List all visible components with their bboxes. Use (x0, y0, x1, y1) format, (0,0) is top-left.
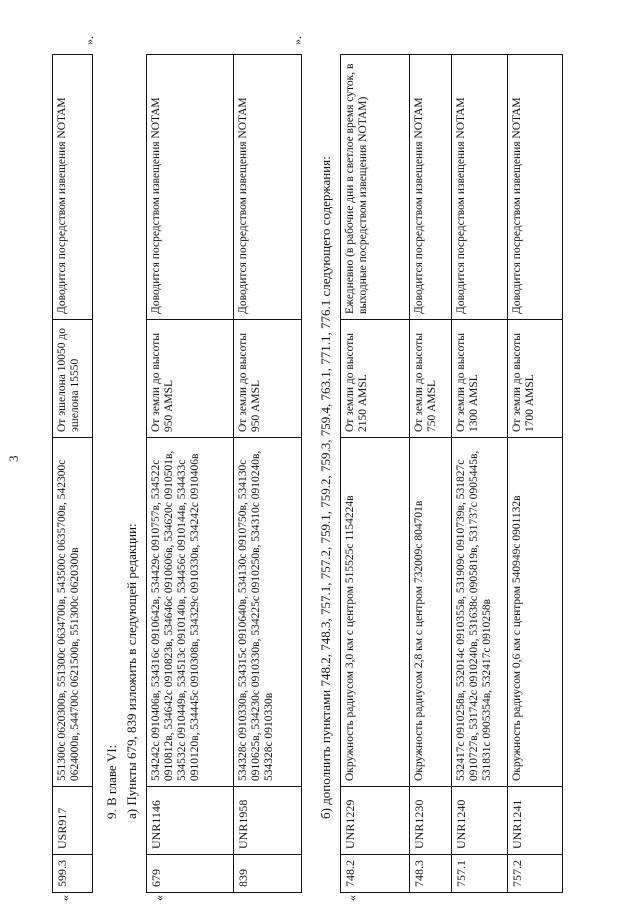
table-row (508, 55, 563, 893)
cell-alt: От эшелона 10050 до эшелона 15550 (53, 320, 93, 438)
table-1 (52, 54, 93, 893)
chapter-heading: 9. В главе VI: (104, 744, 119, 819)
cell-num: 757.2 (508, 855, 563, 893)
cell-desc: 534328с 0910330в, 534315с 0910640в, 534130с 0910750в, 534130с 0910625в, 534230с 0910330в, 534225с 0910250в, 534310с 0910240в, 534328с 0910330в (234, 438, 302, 787)
cell-desc: 532417с 0910258в, 532014с 0910355в, 531909с 0910739в, 531827с 0910727в, 531742с 0910240в, 531638с 0905819в, 531737с 0905445в, 531831с 0905354в, 532417с 0910258в (452, 438, 508, 787)
table-row (234, 55, 302, 893)
item-a-text: а) Пункты 679, 839 изложить в следующей редакции: (124, 523, 139, 819)
cell-code: UNR1230 (410, 787, 452, 855)
cell-code: UNR1240 (452, 787, 508, 855)
cell-desc: 534242с 0910406в, 534316с 0910642в, 534429с 0910757в, 534522с 0910812в, 534642с 0910823в, 534646с 0910606в, 534620с 0910501в, 534532с 0910449в, 534513с 0910140в, 534456с 0910144в, 534433с 0910120в, 534445с 0910308в, 534329с 0910330в, 534242с 0910406в (147, 438, 234, 787)
quote-close: ». (82, 36, 96, 45)
cell-desc: 551300с 0620300в, 551300с 0634700в, 543500с 0635700в, 542300с 0624000в, 544700с 0621500в, 551300с 0620300в (53, 438, 93, 787)
cell-num: 748.2 (341, 855, 410, 893)
quote-open: « (152, 895, 166, 901)
cell-note: Доводится посредством извещения NOTAM (147, 55, 234, 320)
cell-note: Доводится посредством извещения NOTAM (234, 55, 302, 320)
cell-alt: От земли до высоты 950 AMSL (234, 320, 302, 438)
table-row (53, 55, 93, 893)
quote-open: « (345, 895, 359, 901)
cell-desc: Окружность радиусом 0,6 км с центром 540949с 0901132в (508, 438, 563, 787)
table-row (147, 55, 234, 893)
table-row (452, 55, 508, 893)
cell-num: 748.3 (410, 855, 452, 893)
cell-num: 839 (234, 855, 302, 893)
table-2 (146, 54, 302, 893)
cell-desc: Окружность радиусом 3,0 км с центром 515525с 1154224в (341, 438, 410, 787)
page-number: 3 (6, 455, 21, 462)
table-3 (340, 54, 563, 893)
table-row (410, 55, 452, 893)
quote-close: ». (290, 36, 304, 45)
cell-alt: От земли до высоты 2150 AMSL (341, 320, 410, 438)
table-row (341, 55, 410, 893)
cell-num: 599.3 (53, 855, 93, 893)
cell-note: Доводится посредством извещения NOTAM (53, 55, 93, 320)
cell-num: 757.1 (452, 855, 508, 893)
cell-alt: От земли до высоты 1700 AMSL (508, 320, 563, 438)
cell-code: UNR1958 (234, 787, 302, 855)
cell-alt: От земли до высоты 750 AMSL (410, 320, 452, 438)
quote-open: « (58, 895, 72, 901)
cell-code: UNR1241 (508, 787, 563, 855)
cell-code: UNR1229 (341, 787, 410, 855)
cell-note: Ежедневно (в рабочие дни в светлое время суток, в выходные посредством извещения NOTAM) (341, 55, 410, 320)
cell-code: UNR1146 (147, 787, 234, 855)
cell-desc: Окружность радиусом 2,8 км с центром 732009с 804701в (410, 438, 452, 787)
cell-note: Доводится посредством извещения NOTAM (508, 55, 563, 320)
cell-alt: От земли до высоты 950 AMSL (147, 320, 234, 438)
cell-alt: От земли до высоты 1300 AMSL (452, 320, 508, 438)
cell-note: Доводится посредством извещения NOTAM (410, 55, 452, 320)
cell-num: 679 (147, 855, 234, 893)
cell-note: Доводится посредством извещения NOTAM (452, 55, 508, 320)
cell-code: USR917 (53, 787, 93, 855)
item-b-text: б) дополнить пунктами 748.2, 748.3, 757.1, 757.2, 759.1, 759.2, 759.3, 759.4, 763.1, 771.1, 776.1 следующего содержания: (318, 156, 333, 819)
